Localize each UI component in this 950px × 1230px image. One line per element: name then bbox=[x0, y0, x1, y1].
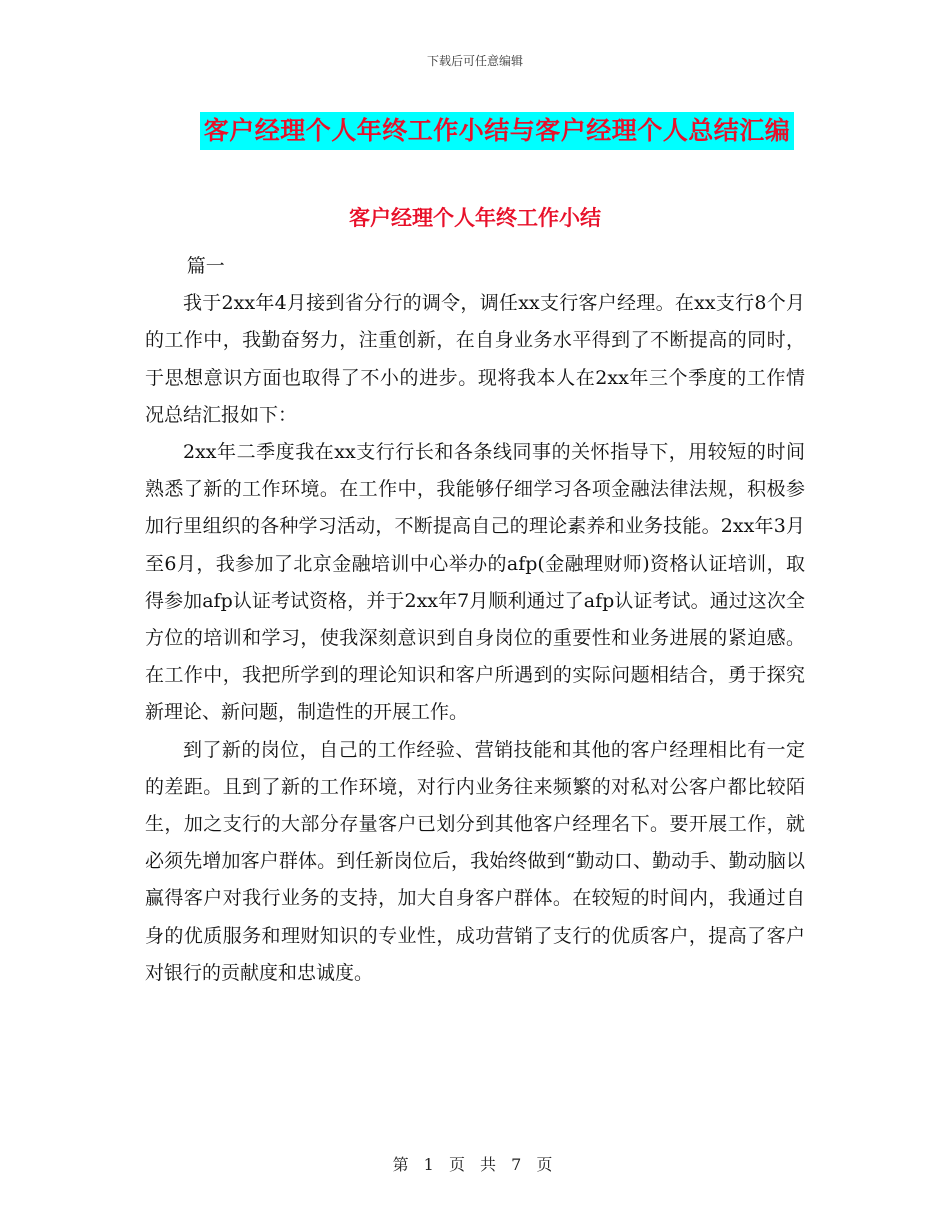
paragraph-2: 2xx年二季度我在xx支行行长和各条线同事的关怀指导下，用较短的时间熟悉了新的工作环境。在工作中，我能够仔细学习各项金融法律法规，积极参加行里组织的各种学习活动，不断提高自己的理论素养和业务技能。2xx年3月至6月，我参加了北京金融培训中心举办的afp(金融理财师)资格认证培训，取得参加afp认证考试资格，并于2xx年7月顺利通过了afp认证考试。通过这次全方位的培训和学习，使我深刻意识到自身岗位的重要性和业务进展的紧迫感。在工作中，我把所学到的理论知识和客户所遇到的实际问题相结合，勇于探究新理论、新问题，制造性的开展工作。 bbox=[145, 441, 805, 724]
sub-title: 客户经理个人年终工作小结 bbox=[349, 206, 601, 230]
page-footer: 第 1 页 共 7 页 bbox=[392, 1155, 558, 1174]
paragraph-1: 我于2xx年4月接到省分行的调令，调任xx支行客户经理。在xx支行8个月的工作中，我勤奋努力，注重创新，在自身业务水平得到了不断提高的同时，于思想意识方面也取得了不小的进步。现将我本人在2xx年三个季度的工作情况总结汇报如下： bbox=[145, 292, 805, 426]
main-title: 客户经理个人年终工作小结与客户经理个人总结汇编 bbox=[200, 112, 795, 150]
paragraph-3: 到了新的岗位，自己的工作经验、营销技能和其他的客户经理相比有一定的差距。且到了新的工作环境，对行内业务往来频繁的对私对公客户都比较陌生，加之支行的大部分存量客户已划分到其他客户经理名下。要开展工作，就必须先增加客户群体。到任新岗位后，我始终做到“勤动口、勤动手、勤动脑以赢得客户对我行业务的支持，加大自身客户群体。在较短的时间内，我通过自身的优质服务和理财知识的专业性，成功营销了支行的优质客户，提高了客户对银行的贡献度和忠诚度。 bbox=[145, 738, 805, 984]
main-title-container bbox=[0, 112, 950, 150]
section-label: 篇一 bbox=[186, 255, 225, 277]
header-note: 下载后可任意编辑 bbox=[426, 54, 523, 68]
document-body bbox=[145, 248, 805, 992]
